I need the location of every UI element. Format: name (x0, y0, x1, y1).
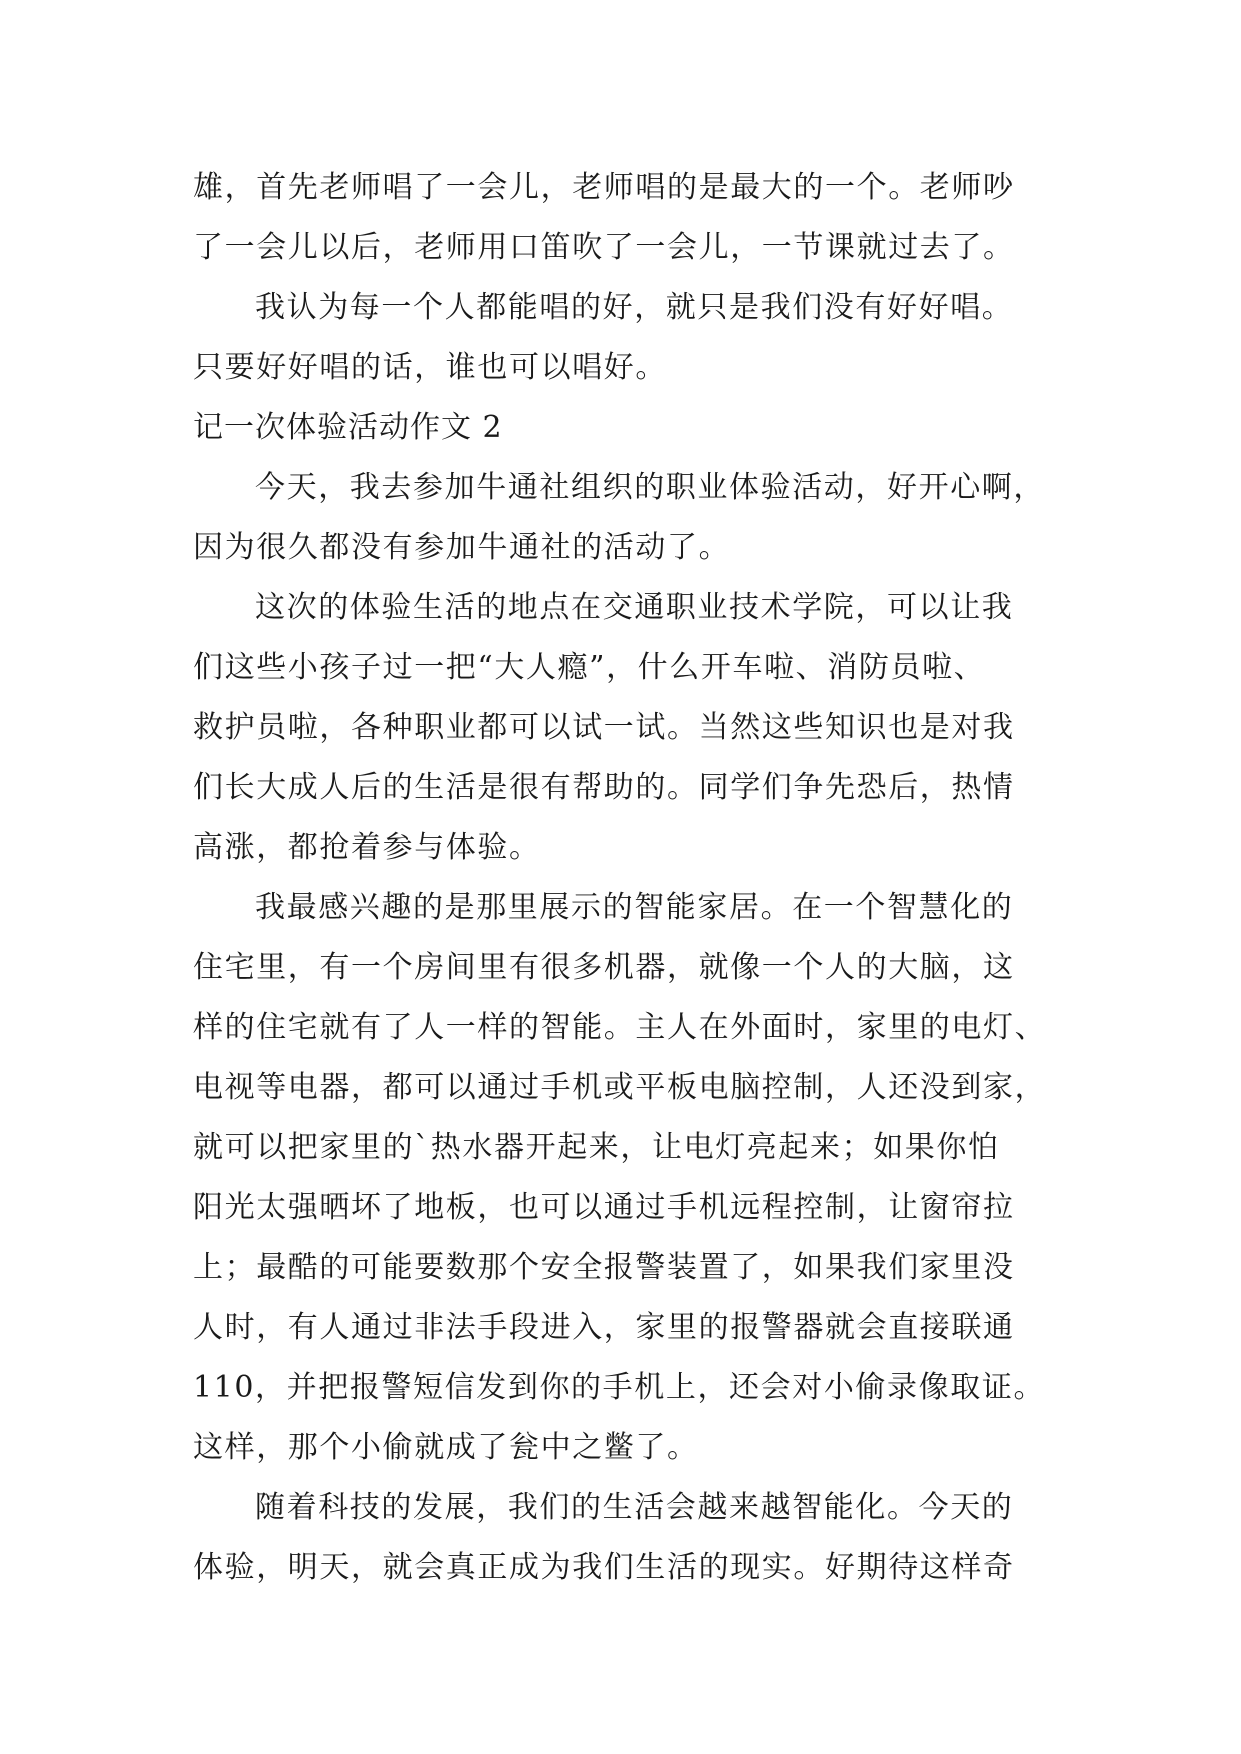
text-line: 电视等电器，都可以通过手机或平板电脑控制，人还没到家， (193, 1070, 1047, 1105)
text-line: 高涨，都抢着参与体验。 (193, 830, 541, 865)
text-line: 110，并把报警短信发到你的手机上，还会对小偷录像取证。 (193, 1370, 1046, 1405)
text-line: 这次的体验生活的地点在交通职业技术学院，可以让我 (255, 590, 1014, 625)
text-line: 们长大成人后的生活是很有帮助的。同学们争先恐后，热情 (193, 770, 1015, 805)
text-line: 体验，明天，就会真正成为我们生活的现实。好期待这样奇 (193, 1550, 1015, 1585)
text-line: 我认为每一个人都能唱的好，就只是我们没有好好唱。 (255, 290, 1014, 325)
text-line: 上；最酷的可能要数那个安全报警装置了，如果我们家里没 (193, 1250, 1015, 1285)
text-line: 随着科技的发展，我们的生活会越来越智能化。今天的 (255, 1490, 1014, 1525)
text-line: 因为很久都没有参加牛通社的活动了。 (193, 530, 731, 565)
text-line: 今天，我去参加牛通社组织的职业体验活动，好开心啊， (255, 470, 1045, 505)
text-line: 们这些小孩子过一把“大人瘾”，什么开车啦、消防员啦、 (193, 650, 986, 685)
text-line: 就可以把家里的`热水器开起来，让电灯亮起来；如果你怕 (193, 1130, 1000, 1165)
text-line: 了一会儿以后，老师用口笛吹了一会儿，一节课就过去了。 (193, 230, 1015, 265)
text-line: 雄，首先老师唱了一会儿，老师唱的是最大的一个。老师吵 (193, 170, 1015, 205)
text-line: 阳光太强晒坏了地板，也可以通过手机远程控制，让窗帘拉 (193, 1190, 1015, 1225)
text-line: 样的住宅就有了人一样的智能。主人在外面时，家里的电灯、 (193, 1010, 1047, 1045)
text-line: 住宅里，有一个房间里有很多机器，就像一个人的大脑，这 (193, 950, 1015, 985)
text-line: 救护员啦，各种职业都可以试一试。当然这些知识也是对我 (193, 710, 1015, 745)
text-line: 我最感兴趣的是那里展示的智能家居。在一个智慧化的 (255, 890, 1014, 925)
text-line: 只要好好唱的话，谁也可以唱好。 (193, 350, 667, 385)
text-line: 这样，那个小偷就成了瓮中之鳖了。 (193, 1430, 699, 1465)
text-line: 人时，有人通过非法手段进入，家里的报警器就会直接联通 (193, 1310, 1015, 1345)
section-heading: 记一次体验活动作文 2 (193, 410, 503, 445)
document-body (193, 158, 1073, 1598)
